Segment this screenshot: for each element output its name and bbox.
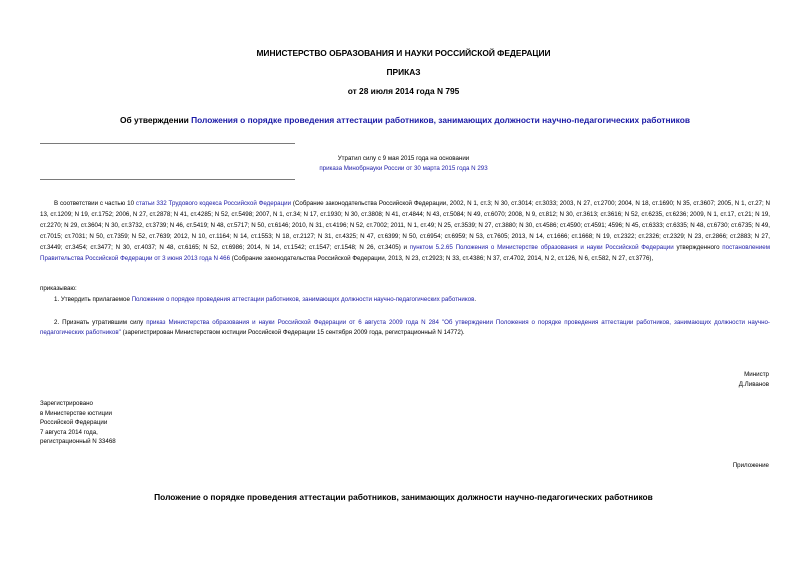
order-title-link[interactable]: Положения о порядке проведения аттестации работников, занимающих должности научно-педагогических работников	[191, 115, 691, 125]
order-item-1	[54, 296, 476, 303]
order-item-1-link[interactable]: Положение о порядке проведения аттестации работников, занимающих должности научно-педагогических работников	[131, 296, 475, 303]
order-title	[40, 115, 770, 125]
preamble-text-4: (Собрание законодательства Российской Федерации, 2013, N 23, ст.2923; N 33, ст.4386; N 37, ст.4702, 2014, N 2, ст.126, N 6, ст.582, N 27, ст.3776),	[230, 255, 654, 262]
order-item-2	[40, 318, 770, 337]
order-item-2-link[interactable]: приказ Министерства образования и науки Российской Федерации от 6 августа 2009 года N 284 "Об утверждении Положения о порядке проведения аттестации работников, занимающих должности научно-педагогических работников"	[40, 319, 770, 336]
divider-top	[40, 143, 295, 144]
ministry-heading: МИНИСТЕРСТВО ОБРАЗОВАНИЯ И НАУКИ РОССИЙСКОЙ ФЕДЕРАЦИИ	[256, 48, 551, 58]
registration-line-1: Зарегистрировано	[40, 400, 93, 407]
lost-force-note	[200, 154, 607, 174]
registration-line-2: в Министерстве юстиции	[40, 409, 113, 417]
appendix-title: Положение о порядке проведения аттестации работников, занимающих должности научно-педагогических работников	[154, 492, 653, 502]
order-item-2-end: (зарегистрирован Министерством юстиции Российской Федерации 15 сентября 2009 года, регистрационный N 14772).	[120, 328, 465, 336]
ministry-regulation-link[interactable]: пунктом 5.2.65 Положения о Министерстве образования и науки Российской Федерации	[409, 244, 674, 251]
registration-line-4: 7 августа 2014 года,	[40, 428, 98, 436]
order-item-2-text: 2. Признать утратившим силу	[54, 319, 147, 326]
signer-position: Министр	[744, 371, 769, 378]
document-type-heading: ПРИКАЗ	[386, 67, 421, 77]
lost-force-link[interactable]: приказа Минобрнауки России от 30 марта 2015 года N 293	[319, 165, 488, 172]
registration-line-3: Российской Федерации	[40, 419, 108, 426]
preamble-text-1: В соответствии с частью 10	[54, 200, 136, 207]
orders-label: приказываю:	[40, 285, 77, 292]
preamble-paragraph	[40, 198, 770, 264]
government-resolution-link[interactable]: постановлением Правительства Российской Федерации от 3 июня 2013 года N 466	[40, 244, 770, 262]
labor-code-link[interactable]: статьи 332 Трудового кодекса Российской Федерации	[135, 200, 292, 207]
lost-force-text: Утратил силу с 9 мая 2015 года на основании	[337, 155, 470, 162]
preamble-text-2: (Собрание законодательства Российской Федерации, 2002, N 1, ст.3; N 30, ст.3014; ст.3033; 2003, N 27, ст.2700; 2004, N 18, ст.1690; N 35, ст.3607; 2005, N 1, ст.27; N 13, ст.1209; N 19, ст.1752; 2006, N 27, ст.2878; N 41, ст.4285; N 52, ст.5498; 2007, N 1, ст.34; N 17, ст.1930; N 30, ст.3808; N 41, ст.4844; N 43, ст.5084; N 49, ст.6070; 2008, N 9, ст.812; N 30, ст.3613; ст.3616; N 52, ст.6235, ст.6236; 2009, N 1, ст.17, ст.21; N 19, ст.2270; N 29, ст.3604; N 30, ст.3732, ст.3739; N 46, ст.5419; N 48, ст.5717; N 50, ст.6146; 2010, N 31, ст.4196; N 52, ст.7002; 2011, N 1, ст.49; N 25, ст.3539; N 27, ст.3880; N 30, ст.4586; ст.4590; ст.4591; 4596; N 45, ст.6333; ст.6335; N 48, ст.6730; ст.6735; N 49, ст.7015; ст.7031; N 50, ст.7359; N 52, ст.7639; 2012, N 10, ст.1164; N 14, ст.1553; N 18, ст.2127; N 31, ст.4325; N 47, ст.6399; N 50, ст.6954; ст.6959; N 53, ст.7605; 2013, N 14, ст.1666; ст.1668; N 19, ст.2322; ст.2326; ст.2329; N 23, ст.2866; ст.2883; N 27, ст.3449; ст.3454; ст.3477; N 30, ст.4037; N 48, ст.6165; N 52, ст.6986; 2014, N 14, ст.1542; ст.1547; ст.1548; N 26, ст.3405) и	[40, 200, 770, 251]
order-date-number: от 28 июля 2014 года N 795	[347, 86, 460, 96]
order-item-1-text: 1. Утвердить прилагаемое	[54, 296, 132, 303]
registration-block	[40, 399, 116, 447]
order-title-prefix: Об утверждении	[119, 115, 192, 125]
registration-line-5: регистрационный N 33468	[40, 438, 116, 445]
appendix-label: Приложение	[732, 462, 769, 469]
preamble-text-3: утвержденного	[673, 244, 723, 251]
signer-name: Д.Ливанов	[738, 380, 769, 388]
order-item-1-end: .	[474, 296, 477, 303]
signature-block	[739, 370, 769, 389]
divider-bottom	[40, 179, 295, 180]
